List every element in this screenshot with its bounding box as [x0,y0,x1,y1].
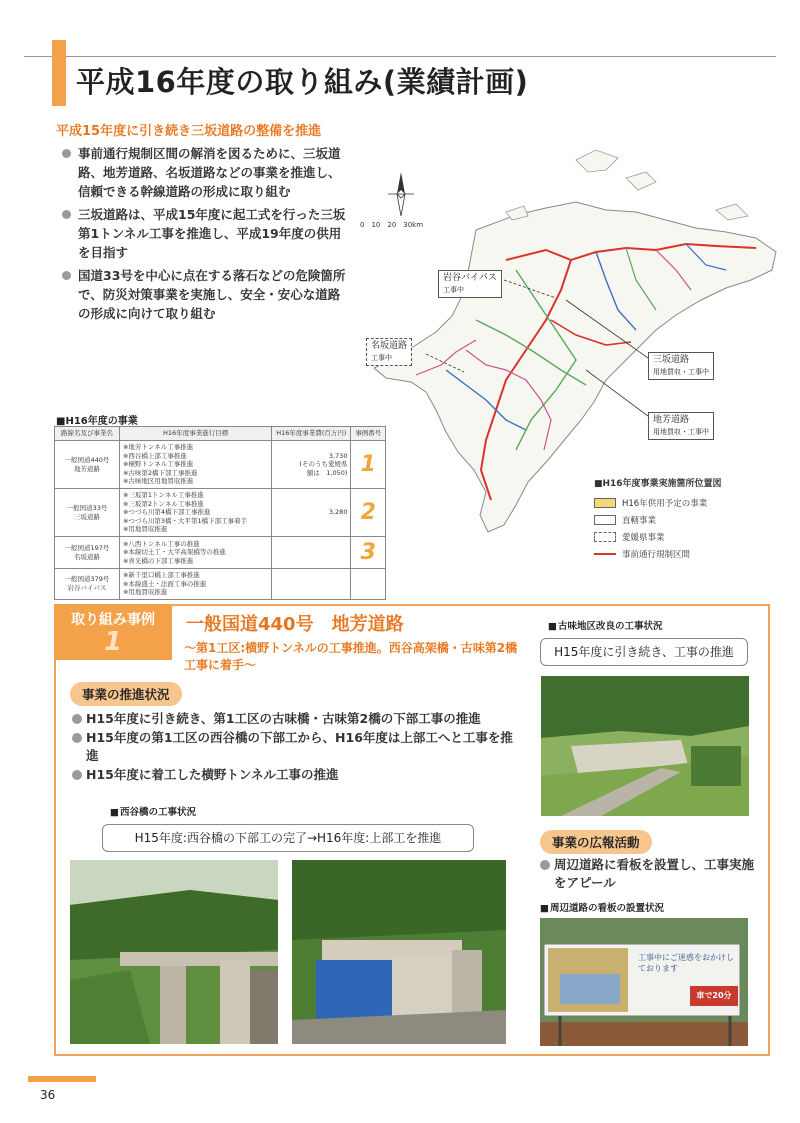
route-cell: 一般国道440号 地芳道路 [55,441,120,489]
pr-list [540,856,760,892]
case-number-cell [351,537,386,569]
furumi-construction-photo [541,676,749,816]
legend-item: 事前通行規制区間 [594,546,794,561]
legend-swatch [594,498,616,508]
route-cell: 一般国道197号 名坂道路 [55,537,120,569]
nishitani-photo-2-image [292,860,506,1044]
table-header-row [55,427,386,441]
page-number: 36 [40,1088,56,1102]
nishitani-photo-label: ■ 西谷橋の工事状況 [110,804,196,818]
table-header: H16年度事業進行目標 [119,427,271,441]
case-tab-label: 取り組み事例 [71,612,155,628]
sign-photo-label: ■ 周辺道路の看板の設置状況 [540,900,664,914]
cost-cell [272,537,351,569]
nishitani-caption: H15年度:西谷橋の下部工の完了→H16年度:上部工を推進 [102,824,474,852]
cost-cell: 3,730 (そのうち愛媛県 額は 1,050) [272,441,351,489]
nishitani-photo-1 [70,860,278,1044]
cost-cell: 3,280 [272,489,351,537]
goal-cell: ※地芳トンネル工事推進 ※西谷橋上部工事推進 ※横野トンネル工事推進 ※古味第2橋下部工事推進 ※古味地区用地買収推進 [119,441,271,489]
intro-bullet: 三坂道路は、平成15年度に起工式を行った三坂第1トンネル工事を推進し、平成19年度の供用を目指す [60,205,350,262]
progress-item: H15年度に引き続き、第1工区の古味橋・古味第2橋の下部工事の推進 [72,710,522,728]
callout-misaka-road: 三坂道路 用地買収・工事中 [648,352,714,380]
case-subtitle: ～第1工区:横野トンネルの工事推進。西谷高架橋・古味第2橋工事に着手～ [184,641,518,672]
table-header: 事例番号 [351,427,386,441]
progress-item: H15年度の第1工区の西谷橋の下部工から、H16年度は上部工へと工事を推進 [72,729,522,765]
sign-photo-image [540,918,748,1046]
case-number-cell [351,489,386,537]
pr-item: 周辺道路に看板を設置し、工事実施をアピール [540,856,760,892]
legend-item: 愛媛県事業 [594,529,794,544]
case-number: 1 [360,451,376,477]
legend-swatch [594,515,616,525]
route-cell: 一般国道379号 岩谷バイパス [55,569,120,600]
pr-heading: 事業の広報活動 [540,830,652,854]
furumi-photo-label: ■ 古味地区改良の工事状況 [548,618,663,632]
case-number: 3 [360,539,376,565]
nishitani-photo-1-image [70,860,278,1044]
map-scale: 0 10 20 30km [360,221,424,229]
sign-photo [540,918,748,1046]
map-legend [594,476,794,563]
case-title: 一般国道440号 地芳道路 [186,614,404,635]
page-title: 平成16年度の取り組み(業績計画) [76,65,529,99]
progress-heading: 事業の推進状況 [70,682,182,706]
goal-cell: ※新千里口橋上部工事推進 ※本線盛土・法面工事の推進 ※用地買収推進 [119,569,271,600]
goal-cell: ※八西トンネル工事の推進 ※本線切土工・大平高架橋等の推進 ※喜光橋の下部工事推進 [119,537,271,569]
legend-title: ■H16年度事業実施箇所位置図 [594,479,722,489]
table-header: H16年度事業費(百万円) [272,427,351,441]
goal-cell: ※三坂第1トンネル工事推進 ※三坂第2トンネル工事推進 ※つづら川第4橋下部工事推進 ※つづら川第3橋・大平第1橋下部工事着手 ※用地買収推進 [119,489,271,537]
callout-jiyoshi-road: 地芳道路 用地買収・工事中 [648,412,714,440]
progress-list [72,710,522,785]
progress-item: H15年度に着工した横野トンネル工事の推進 [72,766,522,784]
cost-cell [272,569,351,600]
top-rule [24,56,776,57]
furumi-photo-image [541,676,749,816]
table-header: 路線名及び事業名 [55,427,120,441]
intro-bullet: 事前通行規制区間の解消を図るために、三坂道路、地芳道路、名坂道路などの事業を推進し、信頼できる幹線道路の形成に取り組む [60,144,350,201]
north-arrow-icon [386,170,416,220]
sign-text: 工事中にご迷惑をおかけしております [638,953,734,973]
intro-heading: 平成15年度に引き続き三坂道路の整備を推進 [56,124,322,139]
table-row [55,569,386,600]
nishitani-photo-2 [292,860,506,1044]
case-study-tab [54,604,172,660]
table-row [55,489,386,537]
callout-nasaka-road: 名坂道路 工事中 [366,338,412,366]
route-cell: 一般国道33号 三坂道路 [55,489,120,537]
case-number-cell [351,569,386,600]
case-tab-number: 1 [103,627,123,657]
legend-swatch [594,553,616,555]
case-number: 2 [360,499,376,525]
legend-item: H16年供用予定の事業 [594,495,794,510]
sign-time: 車で20分 [696,991,732,1000]
callout-iwaya-bypass: 岩谷バイパス 工事中 [438,270,502,298]
footer-accent-bar [28,1076,96,1082]
project-table [54,426,386,600]
furumi-caption: H15年度に引き続き、工事の推進 [540,638,748,666]
intro-bullet: 国道33号を中心に点在する落石などの危険箇所で、防災対策事業を実施し、安全・安心な道路の形成に向けて取り組む [60,266,350,323]
legend-item: 直轄事業 [594,512,794,527]
table-title: ■H16年度の事業 [56,416,138,427]
legend-swatch [594,532,616,542]
table-row [55,441,386,489]
case-number-cell [351,441,386,489]
title-accent-bar [52,40,66,106]
table-row [55,537,386,569]
intro-bullets [60,144,350,327]
